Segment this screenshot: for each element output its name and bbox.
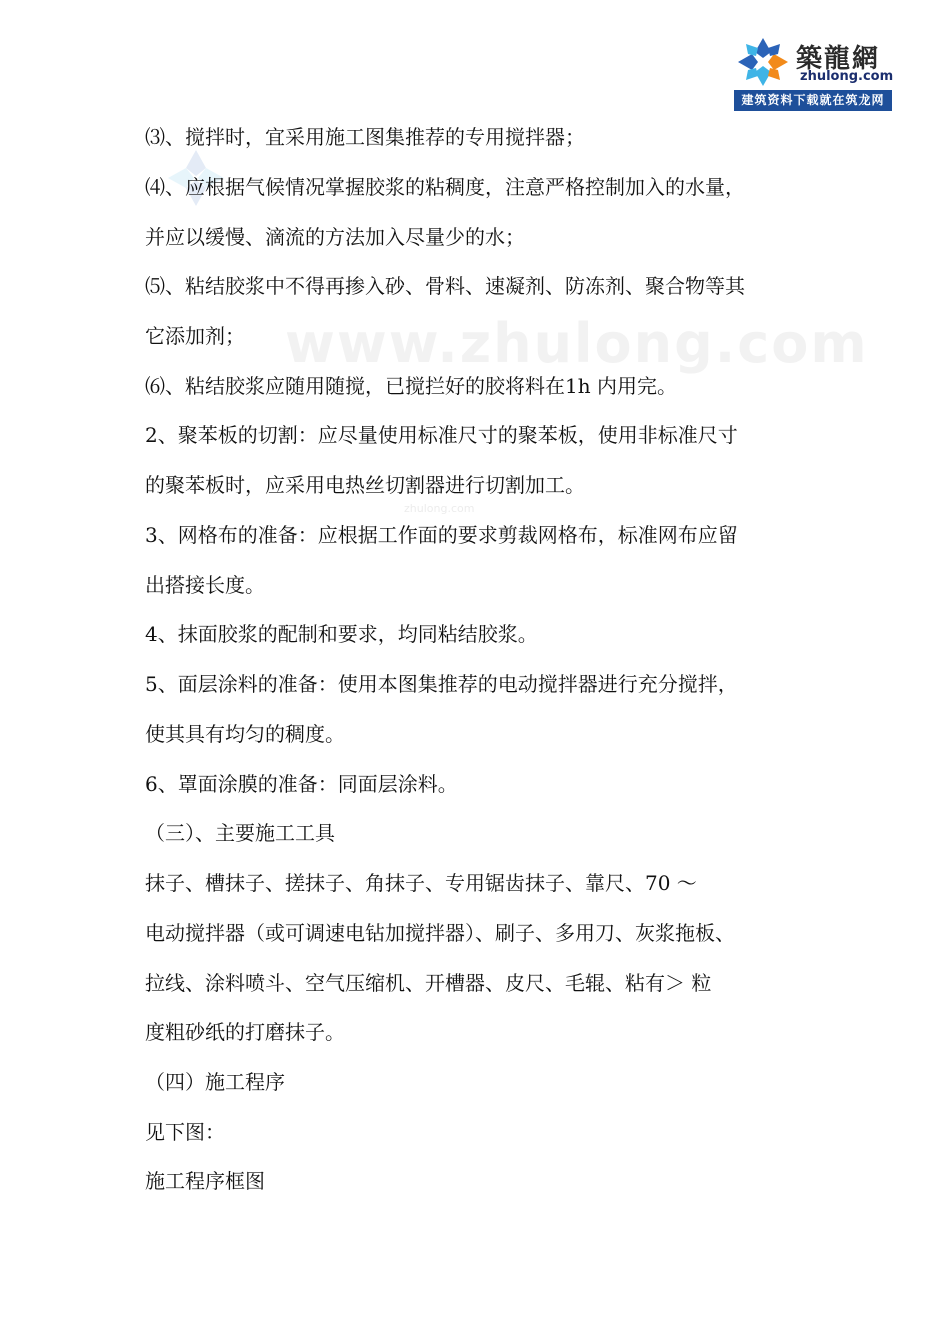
text-line: 出搭接长度。 (145, 573, 265, 597)
logo-brand-cn: 築龍網 (796, 44, 881, 74)
text-line: 2、聚苯板的切割：应尽量使用标准尺寸的聚苯板，使用非标准尺寸 (145, 423, 738, 447)
text-line: 拉线、涂料喷斗、空气压缩机、开槽器、皮尺、毛辊、粘有＞ 粒 (145, 971, 712, 995)
section-heading: （三）、主要施工工具 (145, 821, 335, 845)
text-line: ⑸、粘结胶浆中不得再掺入砂、骨料、速凝剂、防冻剂、聚合物等其 (145, 274, 745, 298)
text-line: 6、罩面涂膜的准备：同面层涂料。 (145, 772, 458, 796)
text-line: 电动搅拌器（或可调速电钻加搅拌器）、刷子、多用刀、灰浆拖板、 (145, 921, 735, 945)
text-line: 度粗砂纸的打磨抹子。 (145, 1020, 345, 1044)
text-line: 3、网格布的准备：应根据工作面的要求剪裁网格布，标准网布应留 (145, 523, 738, 547)
watermark-text: www.zhulong.com (285, 312, 869, 375)
text-line: 5、面层涂料的准备：使用本图集推荐的电动搅拌器进行充分搅拌， (145, 672, 738, 696)
text-line: 4、抹面胶浆的配制和要求，均同粘结胶浆。 (145, 622, 538, 646)
text-line: ⑶、搅拌时，宜采用施工图集推荐的专用搅拌器； (145, 125, 585, 149)
zhulong-logo[interactable] (734, 32, 892, 112)
text-line: ⑷、应根据气候情况掌握胶浆的粘稠度，注意严格控制加入的水量， (145, 175, 745, 199)
logo-slogan: 建筑资料下载就在筑龙网 (734, 90, 892, 111)
figure-caption: 施工程序框图 (145, 1169, 265, 1193)
text-line: 使其具有均匀的稠度。 (145, 722, 345, 746)
watermark-small-text: zhulong.com (404, 502, 475, 515)
logo-brand-en: zhulong.com (800, 69, 894, 84)
text-line: 抹子、槽抹子、搓抹子、角抹子、专用锯齿抹子、靠尺、70 ～ (145, 871, 697, 895)
zhulong-snowflake-icon (736, 36, 790, 88)
text-line: 它添加剂； (145, 324, 245, 348)
text-line: 并应以缓慢、滴流的方法加入尽量少的水； (145, 225, 525, 249)
section-heading: （四）施工程序 (145, 1070, 285, 1094)
text-line: 见下图： (145, 1120, 225, 1144)
text-line: 的聚苯板时，应采用电热丝切割器进行切割加工。 (145, 473, 585, 497)
text-line: ⑹、粘结胶浆应随用随搅，已搅拦好的胶将料在1h 内用完。 (145, 374, 677, 398)
